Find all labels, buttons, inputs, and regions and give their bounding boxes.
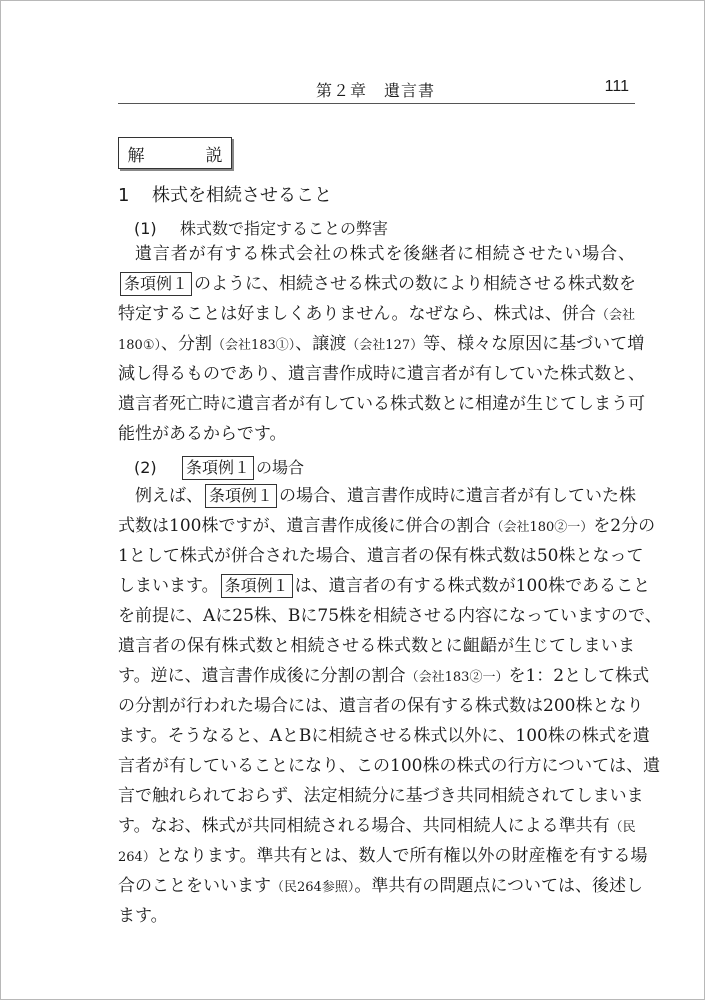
heading-1-number: 1 [118, 185, 130, 206]
heading-1 [118, 181, 332, 207]
text-line: 1として株式が併合された場合、遺言者の保有株式数は50株となって [118, 546, 644, 566]
clause-ref-box: 条項例１ [221, 574, 293, 598]
text-line: 特定することは好ましくありません。なぜなら、株式は、併合（会社 [118, 304, 635, 324]
text-line: 言者が有していることになり、この100株の株式の行方については、遺 [118, 756, 661, 776]
subheading-2-title: の場合 [256, 458, 305, 477]
text-line: の分割が行われた場合には、遺言者の保有する株式数は200株となり [118, 696, 644, 716]
subheading-1-title: 株式数で指定することの弊害 [180, 219, 389, 238]
subheading-1-number: (1) [134, 219, 157, 238]
text-line: 例えば、 条項例１ の場合、遺言書作成時に遺言者が有していた株 [135, 486, 637, 506]
text-line: ます。そうなると、AとBに相続させる株式以外に、100株の株式を遺 [118, 726, 650, 746]
chapter-title: 第２章 遺言書 [316, 81, 436, 100]
clause-ref-box: 条項例１ [182, 456, 254, 480]
text-line: 264）となります。準共有とは、数人で所有権以外の財産権を有する場 [118, 846, 648, 866]
subheading-2-number: (2) [134, 458, 157, 477]
text-line: 能性があるからです。 [118, 424, 287, 444]
subheading-2 [134, 455, 304, 480]
text-line: 遺言者が有する株式会社の株式を後継者に相続させたい場合、 [135, 244, 635, 264]
section-label-box [118, 137, 245, 169]
text-line: 遺言者死亡時に遺言者が有している株式数とに相違が生じてしまう可 [118, 394, 645, 414]
clause-ref-box: 条項例１ [205, 484, 277, 508]
text-line: ます。 [118, 906, 168, 926]
text-line: 合のことをいいます（民264参照）。準共有の問題点については、後述し [118, 876, 643, 896]
subheading-1 [134, 216, 388, 239]
heading-1-title: 株式を相続させること [152, 185, 332, 206]
running-header [118, 71, 635, 104]
text-line: しまいます。 条項例１ は、遺言者の有する株式数が100株であること [118, 576, 651, 596]
text-line: 式数は100株ですが、遺言書作成後に併合の割合（会社180②一）を2分の [118, 516, 656, 536]
text-line: す。逆に、遺言書作成後に分割の割合（会社183②一）を1：2として株式 [118, 666, 650, 686]
section-label: 解 説 [127, 145, 245, 166]
text-line: 遺言者の保有株式数と相続させる株式数とに齟齬が生じてしまいま [118, 636, 635, 656]
text-line: 減し得るものであり、遺言書作成時に遺言者が有していた株式数と、 [118, 364, 645, 384]
text-line: 180①）、分割（会社183①）、譲渡（会社127）等、様々な原因に基づいて増 [118, 334, 645, 354]
clause-ref-box: 条項例１ [120, 272, 192, 296]
text-line: 条項例１ のように、相続させる株式の数により相続させる株式数を [118, 269, 635, 299]
text-line: 言で触れられておらず、法定相続分に基づき共同相続されてしまいま [118, 786, 644, 806]
page-number: 111 [604, 78, 629, 95]
text-line: す。なお、株式が共同相続される場合、共同相続人による準共有（民 [118, 816, 636, 836]
text-line: を前提に、Aに25株、Bに75株を相続させる内容になっていますので、 [118, 606, 662, 626]
